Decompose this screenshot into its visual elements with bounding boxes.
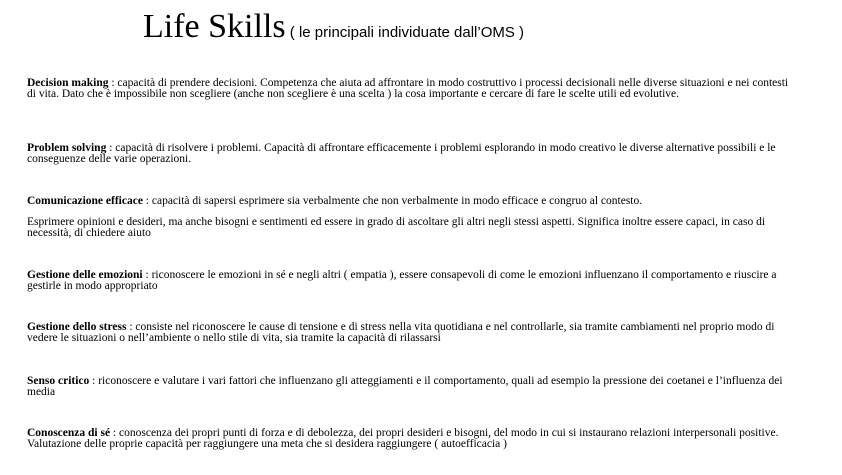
skill-gestione-stress — [27, 322, 799, 343]
skill-conoscenza-di-se — [27, 428, 799, 449]
skill-text: : capacità di risolvere i problemi. Capacità di affrontare efficacemente i problemi esplorando in modo creativo le diverse alternative possibili e le conseguenze delle varie operazioni. — [27, 142, 776, 165]
skill-text: Esprimere opinioni e desideri, ma anche bisogni e sentimenti ed essere in grado di ascoltare gli altri negli stessi aspetti. Significa inoltre essere capaci, in caso di necessità, di chiedere aiuto — [27, 216, 766, 239]
title-main: Life Skills — [143, 8, 286, 45]
skill-senso-critico — [27, 376, 799, 397]
skill-term: Comunicazione efficace — [27, 195, 143, 207]
skill-text: : capacità di prendere decisioni. Competenza che aiuta ad affrontare in modo costruttivo i processi decisionali nelle diverse situazioni e nei contesti di vita. Dato che è impossibile non scegliere (anche non scegliere è una scelta ) la cosa importante e cercare di fare le scelte utili ed evolutive. — [27, 77, 789, 100]
skill-term: Senso critico — [27, 375, 90, 387]
skill-decision-making — [27, 78, 799, 99]
skill-text: : riconoscere e valutare i vari fattori che influenzano gli atteggiamenti e il comportamento, quali ad esempio la pressione dei coetanei e l’influenza dei media — [27, 375, 783, 398]
skill-problem-solving — [27, 143, 799, 164]
skill-gestione-emozioni — [27, 270, 799, 291]
page-title — [143, 8, 524, 46]
skill-term: Gestione dello stress — [27, 321, 127, 333]
skill-term: Decision making — [27, 77, 109, 89]
title-subtitle: ( le principali individuate dall’OMS ) — [285, 24, 525, 41]
skill-comunicazione-extra — [27, 217, 799, 238]
skill-text: : conoscenza dei propri punti di forza e di debolezza, dei propri desideri e bisogni, del modo in cui si instaurano relazioni interpersonali positive. Valutazione delle proprie capacità per raggiungere una meta che si desidera raggiungere ( autoefficacia ) — [27, 427, 779, 450]
skill-text: : capacità di sapersi esprimere sia verbalmente che non verbalmente in modo efficace e congruo al contesto. — [142, 195, 643, 207]
skill-text: : riconoscere le emozioni in sé e negli altri ( empatia ), essere consapevoli di come le emozioni influenzano il comportamento e riuscire a gestirle in modo appropriato — [27, 269, 777, 292]
skill-term: Problem solving — [27, 142, 107, 154]
skill-term: Gestione delle emozioni — [27, 269, 143, 281]
skill-comunicazione-efficace — [27, 196, 799, 207]
skill-text: : consiste nel riconoscere le cause di tensione e di stress nella vita quotidiana e nel controllarle, sia tramite cambiamenti nel proprio modo di vedere le situazioni o nell’ambiente o nello stile di vita, sia tramite la capacità di rilassarsi — [27, 321, 775, 344]
skill-term: Conoscenza di sé — [27, 427, 111, 439]
